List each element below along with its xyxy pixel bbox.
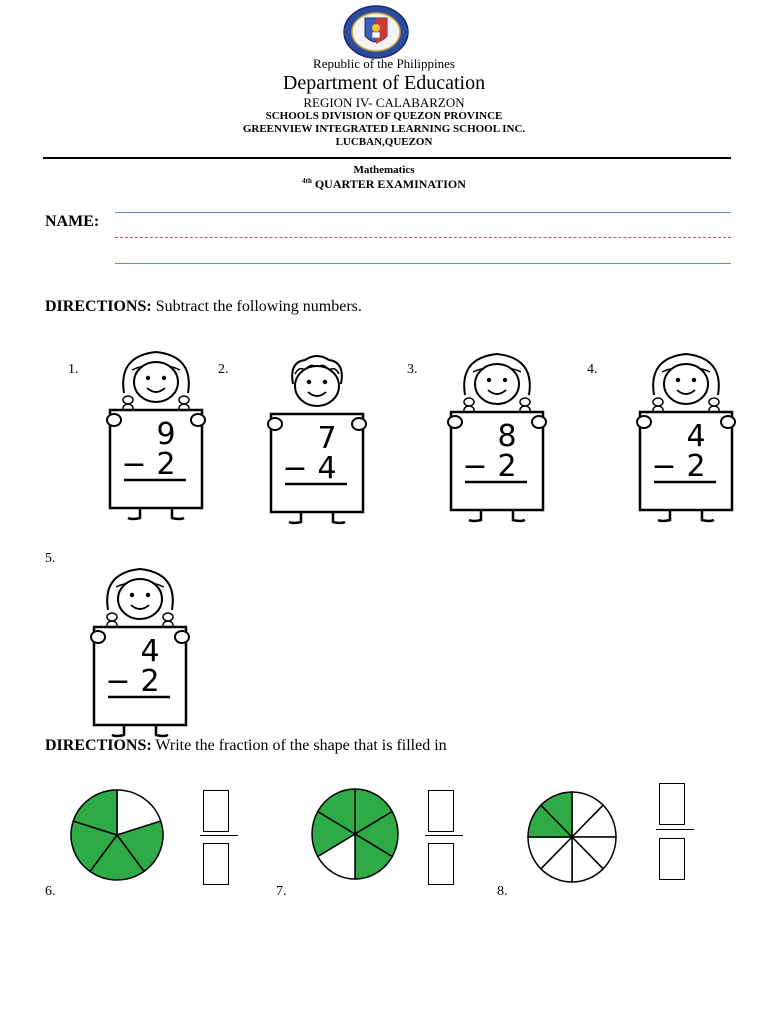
item-number-4: 4.	[587, 362, 598, 377]
fraction-denominator-box-8[interactable]	[659, 838, 685, 880]
quarter-title	[0, 177, 768, 192]
minus-sign: −	[462, 449, 488, 484]
kid-sign-drawing	[265, 352, 369, 532]
directions-subtract	[45, 298, 362, 316]
republic-line: Republic of the Philippines	[313, 56, 455, 71]
name-label: NAME:	[45, 213, 100, 230]
division-line: SCHOOLS DIVISION OF QUEZON PROVINCE	[265, 110, 503, 122]
item-number-1: 1.	[68, 362, 79, 377]
directions-text: Subtract the following numbers.	[151, 298, 362, 315]
subtraction-figure-5	[88, 565, 192, 750]
fraction-denominator-box-6[interactable]	[203, 843, 229, 885]
region-line: REGION IV- CALABARZON	[303, 95, 465, 110]
minus-sign: −	[282, 451, 308, 486]
fraction-circle-7	[309, 783, 401, 893]
deped-seal-logo	[341, 4, 411, 60]
kid-sign-drawing	[445, 350, 549, 530]
subtraction-figure-1	[104, 348, 208, 533]
minuend: 9	[156, 417, 176, 452]
fraction-circle-6	[68, 784, 166, 894]
item-number-6: 6.	[45, 884, 56, 899]
subtrahend: 2	[140, 664, 160, 699]
quarter-superscript: 4th	[302, 177, 312, 185]
fraction-circle-8	[525, 786, 619, 896]
fraction-numerator-box-6[interactable]	[203, 790, 229, 832]
kid-sign-drawing	[88, 565, 192, 745]
minus-sign: −	[651, 449, 677, 484]
subtraction-figure-3	[445, 350, 549, 535]
item-number-5: 5.	[45, 551, 56, 566]
item-number-3: 3.	[407, 362, 418, 377]
fraction-numerator-box-8[interactable]	[659, 783, 685, 825]
subtrahend: 2	[497, 449, 517, 484]
fraction-denominator-box-7[interactable]	[428, 843, 454, 885]
minuend: 7	[317, 421, 337, 456]
fraction-bar-6	[200, 835, 238, 836]
subtraction-figure-4	[634, 350, 738, 535]
subtrahend: 2	[156, 447, 176, 482]
item-number-2: 2.	[218, 362, 229, 377]
minus-sign: −	[105, 664, 131, 699]
name-line-top	[115, 212, 731, 213]
town-line: LUCBAN,QUEZON	[335, 136, 433, 148]
school-line: GREENVIEW INTEGRATED LEARNING SCHOOL INC.	[242, 123, 526, 135]
subtraction-figure-2	[265, 352, 369, 537]
directions-text-2: Write the fraction of the shape that is filled in	[151, 737, 447, 754]
fraction-bar-7	[425, 835, 463, 836]
minus-sign: −	[121, 447, 147, 482]
name-line-bottom	[115, 263, 731, 264]
header-divider	[43, 157, 731, 159]
item-number-8: 8.	[497, 884, 508, 899]
directions-label-2: DIRECTIONS:	[45, 737, 152, 754]
directions-fraction	[45, 737, 447, 755]
item-number-7: 7.	[276, 884, 287, 899]
minuend: 4	[686, 419, 706, 454]
kid-sign-drawing	[104, 348, 208, 528]
subject-title: Mathematics	[353, 164, 415, 176]
minuend: 8	[497, 419, 517, 454]
subtrahend: 2	[686, 449, 706, 484]
subtrahend: 4	[317, 451, 337, 486]
kid-sign-drawing	[634, 350, 738, 530]
fraction-bar-8	[656, 829, 694, 830]
department-title: Department of Education	[282, 72, 486, 94]
minuend: 4	[140, 634, 160, 669]
name-line-middle[interactable]	[115, 237, 731, 238]
directions-label: DIRECTIONS:	[45, 298, 152, 315]
fraction-numerator-box-7[interactable]	[428, 790, 454, 832]
quarter-text: QUARTER EXAMINATION	[314, 177, 466, 191]
